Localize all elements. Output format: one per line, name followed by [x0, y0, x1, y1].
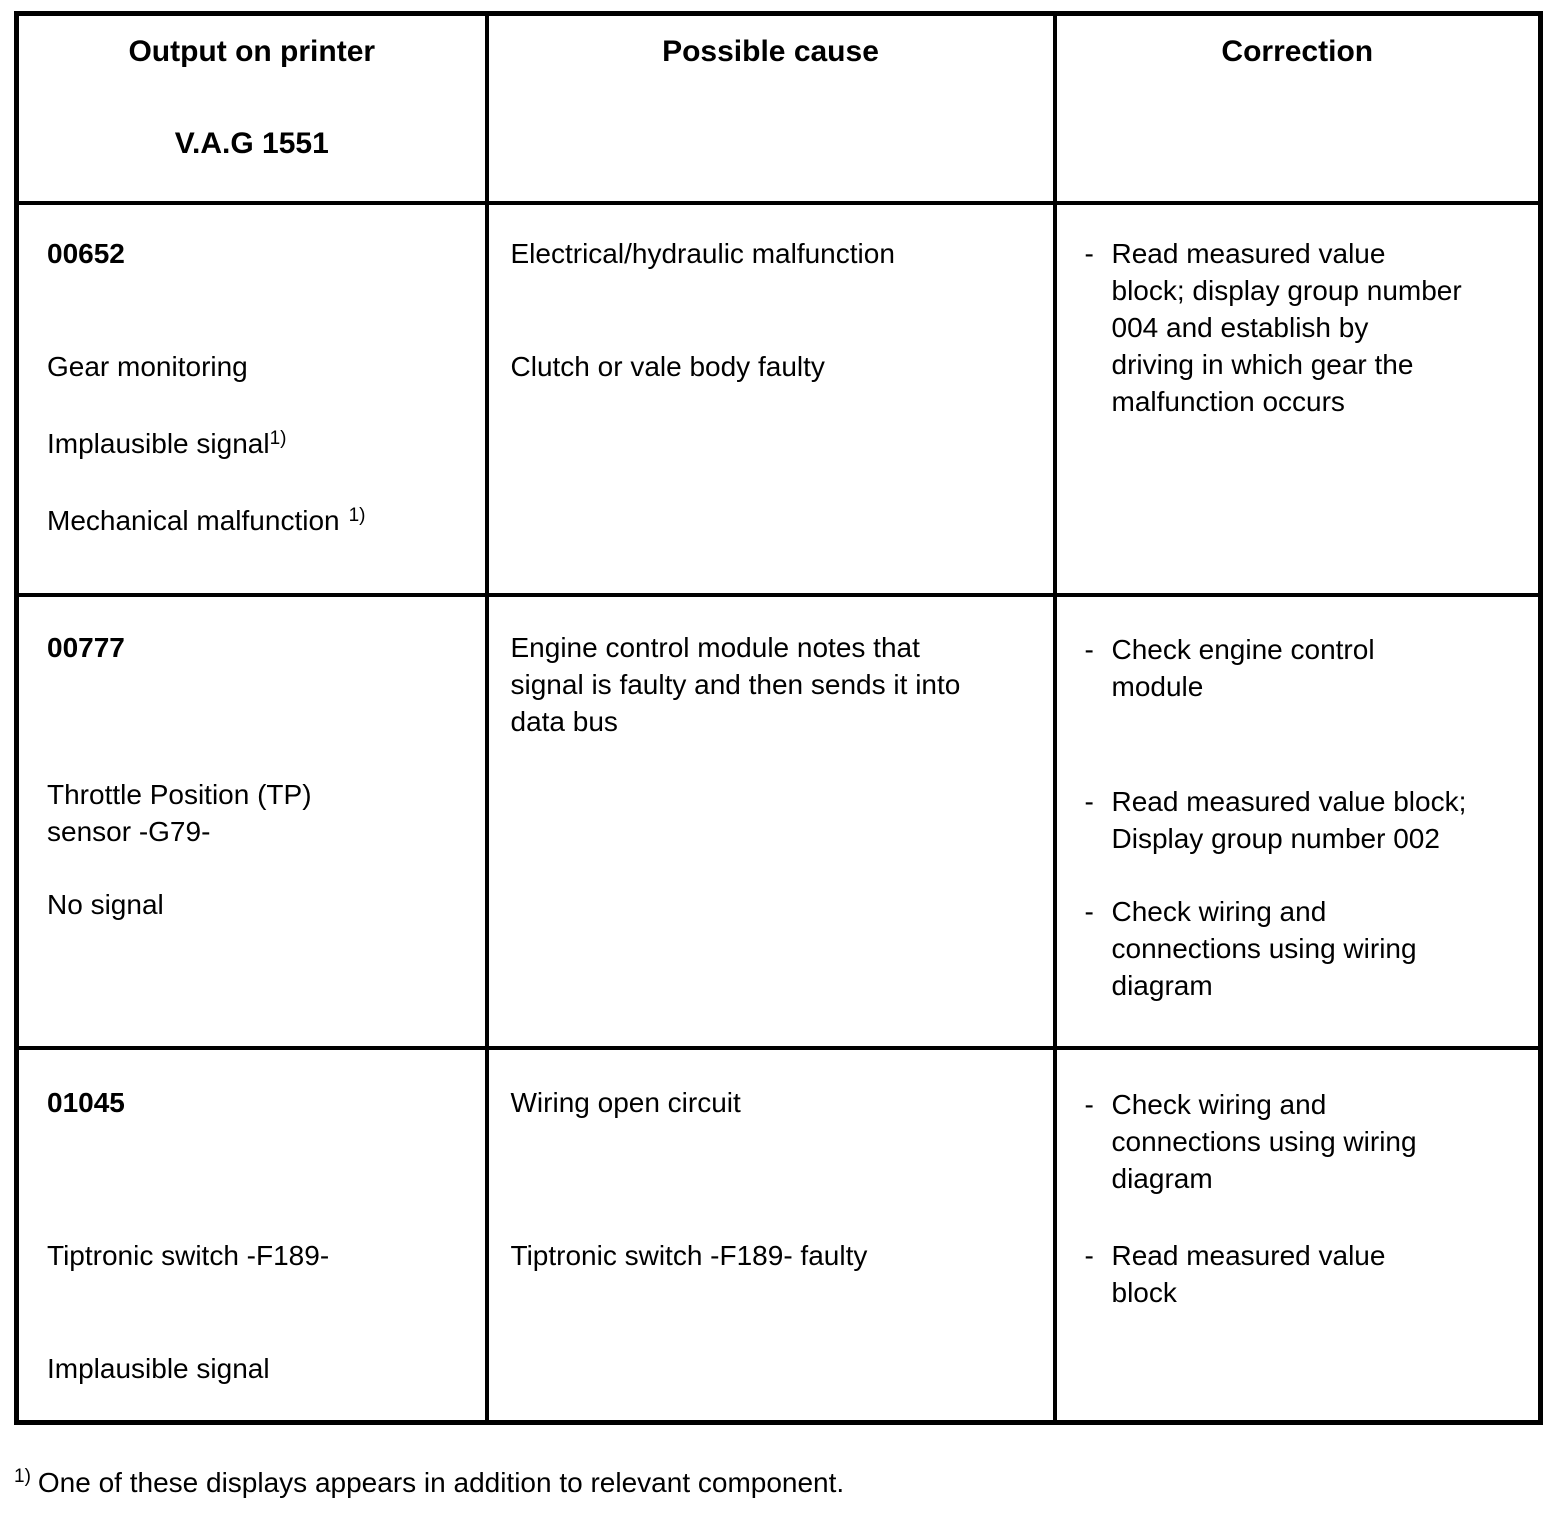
bullet-dash: - — [1084, 1239, 1094, 1271]
correction-item — [1085, 631, 1533, 705]
correction-item — [1085, 893, 1533, 1004]
row-01045 — [17, 1048, 1541, 1423]
cause-paragraph: Tiptronic switch -F189- faulty — [510, 1239, 868, 1271]
correction-text: Read measured value block — [1111, 1239, 1386, 1308]
footnote-ref: 1) — [269, 427, 287, 449]
correction-item — [1085, 235, 1533, 420]
fault-code-01045: 01045 — [47, 1086, 125, 1118]
footnote-ref: 1) — [348, 504, 366, 526]
fault-text-line: Mechanical malfunction — [47, 504, 340, 536]
correction-text: Check engine control module — [1111, 633, 1375, 702]
fault-text-mechanical-malfunction — [47, 502, 475, 539]
bullet-dash: - — [1084, 785, 1094, 817]
cell-output-00652 — [17, 203, 487, 595]
cell-cause-00652 — [487, 203, 1055, 595]
cell-correction-00777 — [1055, 595, 1541, 1048]
bullet-dash: - — [1084, 237, 1094, 269]
fault-text-tp-sensor: Throttle Position (TP) sensor -G79- — [47, 778, 312, 847]
fault-code-table — [14, 11, 1543, 1425]
cell-output-00777 — [17, 595, 487, 1048]
cell-output-01045 — [17, 1048, 487, 1423]
cause-paragraph: Clutch or vale body faulty — [510, 350, 825, 382]
correction-item — [1085, 1237, 1533, 1311]
fault-text-tiptronic-switch: Tiptronic switch -F189- — [47, 1239, 330, 1271]
cell-correction-01045 — [1055, 1048, 1541, 1423]
header-correction — [1055, 14, 1541, 203]
cell-cause-00777 — [487, 595, 1055, 1048]
cause-paragraph: Engine control module notes that signal is faulty and then sends it into data bus — [510, 631, 961, 737]
correction-item — [1085, 1086, 1533, 1197]
correction-text: Check wiring and connections using wiring diagram — [1111, 1088, 1417, 1194]
footnote-marker: 1) — [14, 1466, 31, 1487]
row-00652 — [17, 203, 1541, 595]
fault-code-00652: 00652 — [47, 237, 125, 269]
header-possible-cause-label: Possible cause — [662, 35, 879, 68]
fault-text-no-signal: No signal — [47, 888, 164, 920]
row-00777 — [17, 595, 1541, 1048]
fault-text-implausible-signal: Implausible signal — [47, 1352, 270, 1384]
correction-item — [1085, 783, 1533, 857]
bullet-dash: - — [1084, 633, 1094, 665]
bullet-dash: - — [1084, 895, 1094, 927]
header-output-line1: Output on printer — [128, 35, 376, 68]
correction-text: Read measured value block; display group number 004 and establish by driving in which gear the malfunction occurs — [1111, 237, 1462, 417]
table-header-row — [17, 14, 1541, 203]
header-output-line2: V.A.G 1551 — [174, 127, 329, 160]
fault-text-gear-monitoring: Gear monitoring — [47, 350, 248, 382]
cause-paragraph: Electrical/hydraulic malfunction — [510, 237, 895, 269]
bullet-dash: - — [1084, 1088, 1094, 1120]
fault-text-line: Implausible signal — [47, 427, 270, 459]
footnote-text: One of these displays appears in addition to relevant component. — [37, 1467, 845, 1498]
fault-code-00777: 00777 — [47, 631, 125, 663]
footnote — [14, 1458, 844, 1501]
correction-text: Read measured value block; Display group number 002 — [1111, 785, 1467, 854]
cause-paragraph: Wiring open circuit — [510, 1086, 741, 1118]
header-correction-label: Correction — [1221, 35, 1374, 68]
correction-text: Check wiring and connections using wiring diagram — [1111, 895, 1417, 1001]
cell-correction-00652 — [1055, 203, 1541, 595]
cell-cause-01045 — [487, 1048, 1055, 1423]
header-output-on-printer — [17, 14, 487, 203]
header-possible-cause — [487, 14, 1055, 203]
fault-text-implausible-signal — [47, 425, 475, 462]
